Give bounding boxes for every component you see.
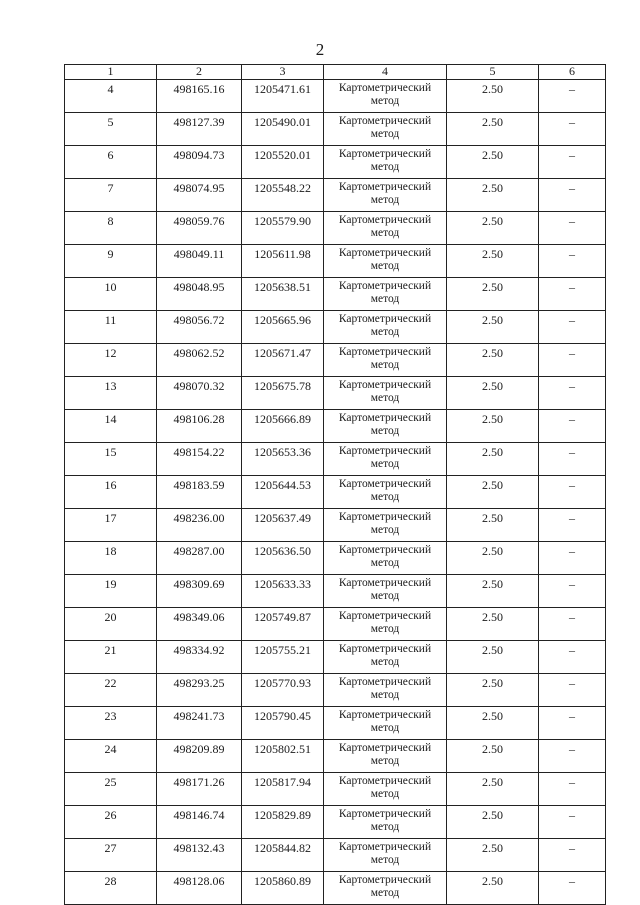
y-coordinate-cell: 1205637.49 xyxy=(242,509,324,542)
header-cell: 4 xyxy=(324,65,447,80)
note-cell: – xyxy=(539,410,606,443)
table-row xyxy=(65,707,606,740)
note-cell: – xyxy=(539,575,606,608)
note-cell: – xyxy=(539,509,606,542)
point-number-cell: 5 xyxy=(65,113,157,146)
method-cell: Картометрический метод xyxy=(324,377,447,410)
x-coordinate-cell: 498154.22 xyxy=(157,443,242,476)
point-number-cell: 9 xyxy=(65,245,157,278)
x-coordinate-cell: 498070.32 xyxy=(157,377,242,410)
header-cell: 6 xyxy=(539,65,606,80)
x-coordinate-cell: 498056.72 xyxy=(157,311,242,344)
x-coordinate-cell: 498349.06 xyxy=(157,608,242,641)
x-coordinate-cell: 498059.76 xyxy=(157,212,242,245)
table-row xyxy=(65,278,606,311)
table-row xyxy=(65,872,606,905)
point-number-cell: 8 xyxy=(65,212,157,245)
accuracy-cell: 2.50 xyxy=(447,212,539,245)
method-cell: Картометрический метод xyxy=(324,608,447,641)
point-number-cell: 28 xyxy=(65,872,157,905)
note-cell: – xyxy=(539,311,606,344)
y-coordinate-cell: 1205671.47 xyxy=(242,344,324,377)
point-number-cell: 6 xyxy=(65,146,157,179)
accuracy-cell: 2.50 xyxy=(447,410,539,443)
method-cell: Картометрический метод xyxy=(324,212,447,245)
method-cell: Картометрический метод xyxy=(324,245,447,278)
x-coordinate-cell: 498293.25 xyxy=(157,674,242,707)
x-coordinate-cell: 498183.59 xyxy=(157,476,242,509)
note-cell: – xyxy=(539,179,606,212)
table-row xyxy=(65,113,606,146)
point-number-cell: 21 xyxy=(65,641,157,674)
y-coordinate-cell: 1205633.33 xyxy=(242,575,324,608)
method-cell: Картометрический метод xyxy=(324,839,447,872)
table-row xyxy=(65,674,606,707)
accuracy-cell: 2.50 xyxy=(447,509,539,542)
method-cell: Картометрический метод xyxy=(324,476,447,509)
x-coordinate-cell: 498309.69 xyxy=(157,575,242,608)
table-row xyxy=(65,542,606,575)
method-cell: Картометрический метод xyxy=(324,509,447,542)
y-coordinate-cell: 1205490.01 xyxy=(242,113,324,146)
x-coordinate-cell: 498128.06 xyxy=(157,872,242,905)
x-coordinate-cell: 498241.73 xyxy=(157,707,242,740)
x-coordinate-cell: 498171.26 xyxy=(157,773,242,806)
accuracy-cell: 2.50 xyxy=(447,872,539,905)
header-cell: 2 xyxy=(157,65,242,80)
note-cell: – xyxy=(539,212,606,245)
note-cell: – xyxy=(539,839,606,872)
y-coordinate-cell: 1205770.93 xyxy=(242,674,324,707)
method-cell: Картометрический метод xyxy=(324,542,447,575)
method-cell: Картометрический метод xyxy=(324,872,447,905)
table-row xyxy=(65,245,606,278)
accuracy-cell: 2.50 xyxy=(447,542,539,575)
y-coordinate-cell: 1205579.90 xyxy=(242,212,324,245)
point-number-cell: 15 xyxy=(65,443,157,476)
note-cell: – xyxy=(539,278,606,311)
table-row xyxy=(65,179,606,212)
y-coordinate-cell: 1205636.50 xyxy=(242,542,324,575)
accuracy-cell: 2.50 xyxy=(447,707,539,740)
accuracy-cell: 2.50 xyxy=(447,476,539,509)
note-cell: – xyxy=(539,608,606,641)
table-row xyxy=(65,377,606,410)
accuracy-cell: 2.50 xyxy=(447,674,539,707)
table-row xyxy=(65,575,606,608)
note-cell: – xyxy=(539,146,606,179)
header-cell: 5 xyxy=(447,65,539,80)
point-number-cell: 18 xyxy=(65,542,157,575)
point-number-cell: 11 xyxy=(65,311,157,344)
page-number: 2 xyxy=(315,40,325,59)
point-number-cell: 25 xyxy=(65,773,157,806)
x-coordinate-cell: 498287.00 xyxy=(157,542,242,575)
note-cell: – xyxy=(539,113,606,146)
table-row xyxy=(65,806,606,839)
header-cell: 1 xyxy=(65,65,157,80)
method-cell: Картометрический метод xyxy=(324,278,447,311)
table-header-row xyxy=(65,65,606,80)
y-coordinate-cell: 1205520.01 xyxy=(242,146,324,179)
note-cell: – xyxy=(539,476,606,509)
y-coordinate-cell: 1205844.82 xyxy=(242,839,324,872)
x-coordinate-cell: 498106.28 xyxy=(157,410,242,443)
accuracy-cell: 2.50 xyxy=(447,146,539,179)
point-number-cell: 20 xyxy=(65,608,157,641)
table-row xyxy=(65,80,606,113)
y-coordinate-cell: 1205755.21 xyxy=(242,641,324,674)
point-number-cell: 19 xyxy=(65,575,157,608)
point-number-cell: 27 xyxy=(65,839,157,872)
x-coordinate-cell: 498209.89 xyxy=(157,740,242,773)
header-cell: 3 xyxy=(242,65,324,80)
note-cell: – xyxy=(539,740,606,773)
accuracy-cell: 2.50 xyxy=(447,245,539,278)
accuracy-cell: 2.50 xyxy=(447,311,539,344)
table-row xyxy=(65,311,606,344)
point-number-cell: 13 xyxy=(65,377,157,410)
accuracy-cell: 2.50 xyxy=(447,443,539,476)
x-coordinate-cell: 498236.00 xyxy=(157,509,242,542)
y-coordinate-cell: 1205644.53 xyxy=(242,476,324,509)
accuracy-cell: 2.50 xyxy=(447,179,539,212)
y-coordinate-cell: 1205666.89 xyxy=(242,410,324,443)
y-coordinate-cell: 1205638.51 xyxy=(242,278,324,311)
method-cell: Картометрический метод xyxy=(324,113,447,146)
method-cell: Картометрический метод xyxy=(324,674,447,707)
y-coordinate-cell: 1205653.36 xyxy=(242,443,324,476)
table-row xyxy=(65,740,606,773)
note-cell: – xyxy=(539,377,606,410)
table-row xyxy=(65,443,606,476)
method-cell: Картометрический метод xyxy=(324,773,447,806)
method-cell: Картометрический метод xyxy=(324,146,447,179)
y-coordinate-cell: 1205665.96 xyxy=(242,311,324,344)
accuracy-cell: 2.50 xyxy=(447,575,539,608)
x-coordinate-cell: 498146.74 xyxy=(157,806,242,839)
accuracy-cell: 2.50 xyxy=(447,641,539,674)
accuracy-cell: 2.50 xyxy=(447,839,539,872)
x-coordinate-cell: 498062.52 xyxy=(157,344,242,377)
method-cell: Картометрический метод xyxy=(324,806,447,839)
x-coordinate-cell: 498048.95 xyxy=(157,278,242,311)
table-row xyxy=(65,146,606,179)
y-coordinate-cell: 1205802.51 xyxy=(242,740,324,773)
note-cell: – xyxy=(539,443,606,476)
note-cell: – xyxy=(539,773,606,806)
x-coordinate-cell: 498132.43 xyxy=(157,839,242,872)
point-number-cell: 26 xyxy=(65,806,157,839)
method-cell: Картометрический метод xyxy=(324,641,447,674)
note-cell: – xyxy=(539,674,606,707)
table-row xyxy=(65,212,606,245)
table-row xyxy=(65,476,606,509)
note-cell: – xyxy=(539,80,606,113)
x-coordinate-cell: 498334.92 xyxy=(157,641,242,674)
y-coordinate-cell: 1205860.89 xyxy=(242,872,324,905)
table-row xyxy=(65,641,606,674)
table-row xyxy=(65,410,606,443)
method-cell: Картометрический метод xyxy=(324,344,447,377)
y-coordinate-cell: 1205829.89 xyxy=(242,806,324,839)
y-coordinate-cell: 1205817.94 xyxy=(242,773,324,806)
x-coordinate-cell: 498094.73 xyxy=(157,146,242,179)
x-coordinate-cell: 498127.39 xyxy=(157,113,242,146)
accuracy-cell: 2.50 xyxy=(447,278,539,311)
accuracy-cell: 2.50 xyxy=(447,377,539,410)
point-number-cell: 4 xyxy=(65,80,157,113)
method-cell: Картометрический метод xyxy=(324,740,447,773)
y-coordinate-cell: 1205548.22 xyxy=(242,179,324,212)
table-row xyxy=(65,344,606,377)
method-cell: Картометрический метод xyxy=(324,179,447,212)
coordinates-table xyxy=(64,64,606,905)
note-cell: – xyxy=(539,641,606,674)
table-row xyxy=(65,509,606,542)
y-coordinate-cell: 1205749.87 xyxy=(242,608,324,641)
point-number-cell: 24 xyxy=(65,740,157,773)
note-cell: – xyxy=(539,245,606,278)
x-coordinate-cell: 498074.95 xyxy=(157,179,242,212)
table-row xyxy=(65,608,606,641)
point-number-cell: 16 xyxy=(65,476,157,509)
method-cell: Картометрический метод xyxy=(324,443,447,476)
accuracy-cell: 2.50 xyxy=(447,773,539,806)
accuracy-cell: 2.50 xyxy=(447,344,539,377)
point-number-cell: 23 xyxy=(65,707,157,740)
y-coordinate-cell: 1205790.45 xyxy=(242,707,324,740)
table-row xyxy=(65,839,606,872)
method-cell: Картометрический метод xyxy=(324,80,447,113)
accuracy-cell: 2.50 xyxy=(447,740,539,773)
method-cell: Картометрический метод xyxy=(324,311,447,344)
accuracy-cell: 2.50 xyxy=(447,113,539,146)
y-coordinate-cell: 1205611.98 xyxy=(242,245,324,278)
point-number-cell: 22 xyxy=(65,674,157,707)
x-coordinate-cell: 498165.16 xyxy=(157,80,242,113)
note-cell: – xyxy=(539,707,606,740)
note-cell: – xyxy=(539,344,606,377)
point-number-cell: 12 xyxy=(65,344,157,377)
method-cell: Картометрический метод xyxy=(324,410,447,443)
point-number-cell: 17 xyxy=(65,509,157,542)
point-number-cell: 7 xyxy=(65,179,157,212)
y-coordinate-cell: 1205675.78 xyxy=(242,377,324,410)
table-row xyxy=(65,773,606,806)
method-cell: Картометрический метод xyxy=(324,707,447,740)
note-cell: – xyxy=(539,542,606,575)
point-number-cell: 14 xyxy=(65,410,157,443)
accuracy-cell: 2.50 xyxy=(447,80,539,113)
accuracy-cell: 2.50 xyxy=(447,806,539,839)
note-cell: – xyxy=(539,806,606,839)
y-coordinate-cell: 1205471.61 xyxy=(242,80,324,113)
x-coordinate-cell: 498049.11 xyxy=(157,245,242,278)
point-number-cell: 10 xyxy=(65,278,157,311)
method-cell: Картометрический метод xyxy=(324,575,447,608)
accuracy-cell: 2.50 xyxy=(447,608,539,641)
note-cell: – xyxy=(539,872,606,905)
